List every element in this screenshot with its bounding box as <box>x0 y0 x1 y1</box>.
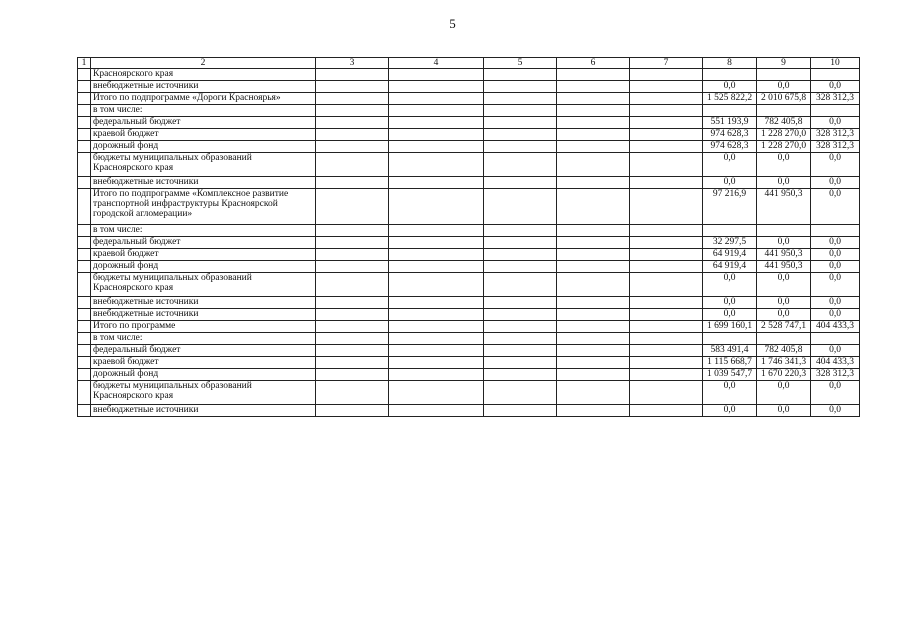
row-label: в том числе: <box>91 105 316 117</box>
col-header: 6 <box>557 58 630 69</box>
row-label: в том числе: <box>91 225 316 237</box>
cell-col8: 97 216,9 <box>703 189 757 225</box>
table-row <box>78 249 860 261</box>
col-header: 3 <box>316 58 389 69</box>
cell-col10: 328 312,3 <box>811 141 860 153</box>
col-header: 10 <box>811 58 860 69</box>
cell-col10: 0,0 <box>811 381 860 405</box>
cell-col9: 0,0 <box>757 177 811 189</box>
cell-col9: 441 950,3 <box>757 249 811 261</box>
row-label: дорожный фонд <box>91 141 316 153</box>
cell-col9: 441 950,3 <box>757 261 811 273</box>
cell-col10: 0,0 <box>811 177 860 189</box>
table-row <box>78 381 860 405</box>
cell-col10 <box>811 225 860 237</box>
col-header: 8 <box>703 58 757 69</box>
table-row <box>78 357 860 369</box>
budget-table <box>77 57 860 417</box>
row-label: Итого по подпрограмме «Комплексное развитие транспортной инфраструктуры Красноярской городской агломерации» <box>91 189 316 225</box>
table-row <box>78 93 860 105</box>
cell-col10: 0,0 <box>811 81 860 93</box>
cell-col8: 0,0 <box>703 81 757 93</box>
cell-col8 <box>703 225 757 237</box>
col-header: 4 <box>389 58 484 69</box>
cell-col9: 1 228 270,0 <box>757 129 811 141</box>
cell-col8: 1 525 822,2 <box>703 93 757 105</box>
cell-col9: 0,0 <box>757 381 811 405</box>
cell-col8: 1 039 547,7 <box>703 369 757 381</box>
cell-col9: 2 528 747,1 <box>757 321 811 333</box>
cell-col9 <box>757 333 811 345</box>
cell-col10: 0,0 <box>811 405 860 417</box>
row-label: внебюджетные источники <box>91 297 316 309</box>
col-header: 9 <box>757 58 811 69</box>
cell-col9: 441 950,3 <box>757 189 811 225</box>
row-label: внебюджетные источники <box>91 177 316 189</box>
col-header: 1 <box>78 58 91 69</box>
cell-col10: 0,0 <box>811 189 860 225</box>
cell-col10 <box>811 333 860 345</box>
column-header-row <box>78 58 860 69</box>
table-row <box>78 225 860 237</box>
cell-col9 <box>757 105 811 117</box>
cell-col8: 974 628,3 <box>703 141 757 153</box>
cell-col9: 0,0 <box>757 153 811 177</box>
table-row <box>78 345 860 357</box>
table-row <box>78 405 860 417</box>
cell-col8: 1 699 160,1 <box>703 321 757 333</box>
col-header: 5 <box>484 58 557 69</box>
table-row <box>78 369 860 381</box>
cell-col9 <box>757 69 811 81</box>
cell-col9: 1 228 270,0 <box>757 141 811 153</box>
cell-col10: 0,0 <box>811 117 860 129</box>
cell-col10: 0,0 <box>811 273 860 297</box>
cell-col9: 0,0 <box>757 405 811 417</box>
cell-col9: 1 670 220,3 <box>757 369 811 381</box>
cell-col9: 0,0 <box>757 273 811 297</box>
row-label: краевой бюджет <box>91 249 316 261</box>
cell-col10 <box>811 69 860 81</box>
cell-col8: 551 193,9 <box>703 117 757 129</box>
table-row <box>78 261 860 273</box>
cell-col8: 974 628,3 <box>703 129 757 141</box>
cell-col8: 0,0 <box>703 177 757 189</box>
table-row <box>78 321 860 333</box>
row-label: Итого по подпрограмме «Дороги Красноярья» <box>91 93 316 105</box>
cell-col10: 0,0 <box>811 297 860 309</box>
table-row <box>78 117 860 129</box>
cell-col8: 0,0 <box>703 381 757 405</box>
cell-col8 <box>703 105 757 117</box>
table-row <box>78 189 860 225</box>
cell-col10: 0,0 <box>811 153 860 177</box>
row-label: бюджеты муниципальных образований Красноярского края <box>91 153 316 177</box>
page-number: 5 <box>449 16 456 31</box>
row-label: внебюджетные источники <box>91 405 316 417</box>
row-label: федеральный бюджет <box>91 117 316 129</box>
table-row <box>78 141 860 153</box>
cell-col10 <box>811 105 860 117</box>
table-row <box>78 237 860 249</box>
table-row <box>78 105 860 117</box>
row-label: внебюджетные источники <box>91 81 316 93</box>
cell-col8 <box>703 333 757 345</box>
cell-col9: 782 405,8 <box>757 117 811 129</box>
row-label: дорожный фонд <box>91 369 316 381</box>
cell-col8: 64 919,4 <box>703 249 757 261</box>
table-row <box>78 273 860 297</box>
row-label: в том числе: <box>91 333 316 345</box>
row-label: бюджеты муниципальных образований Красноярского края <box>91 381 316 405</box>
row-label: внебюджетные источники <box>91 309 316 321</box>
cell-col10: 0,0 <box>811 309 860 321</box>
cell-col9: 0,0 <box>757 237 811 249</box>
cell-col8: 0,0 <box>703 297 757 309</box>
cell-col8: 0,0 <box>703 309 757 321</box>
row-label: федеральный бюджет <box>91 237 316 249</box>
table-row <box>78 297 860 309</box>
row-label: краевой бюджет <box>91 357 316 369</box>
col-header: 7 <box>630 58 703 69</box>
cell-col10: 404 433,3 <box>811 321 860 333</box>
cell-col9: 0,0 <box>757 309 811 321</box>
cell-col10: 328 312,3 <box>811 369 860 381</box>
cell-col9: 0,0 <box>757 81 811 93</box>
cell-col10: 0,0 <box>811 249 860 261</box>
table-row <box>78 153 860 177</box>
cell-col8: 64 919,4 <box>703 261 757 273</box>
table-row <box>78 333 860 345</box>
cell-col9: 0,0 <box>757 297 811 309</box>
cell-col10: 404 433,3 <box>811 357 860 369</box>
cell-col10: 0,0 <box>811 345 860 357</box>
cell-col8: 583 491,4 <box>703 345 757 357</box>
table-row <box>78 129 860 141</box>
cell-col8: 1 115 668,7 <box>703 357 757 369</box>
table-row <box>78 177 860 189</box>
row-label: бюджеты муниципальных образований Красноярского края <box>91 273 316 297</box>
cell-col10: 328 312,3 <box>811 129 860 141</box>
row-label: Красноярского края <box>91 69 316 81</box>
col-header: 2 <box>91 58 316 69</box>
cell-col10: 0,0 <box>811 261 860 273</box>
row-label: краевой бюджет <box>91 129 316 141</box>
cell-col9 <box>757 225 811 237</box>
table-row <box>78 81 860 93</box>
cell-col8: 32 297,5 <box>703 237 757 249</box>
table-row <box>78 69 860 81</box>
cell-col8: 0,0 <box>703 405 757 417</box>
cell-col9: 782 405,8 <box>757 345 811 357</box>
cell-col10: 0,0 <box>811 237 860 249</box>
row-label: дорожный фонд <box>91 261 316 273</box>
cell-col8: 0,0 <box>703 273 757 297</box>
cell-col8: 0,0 <box>703 153 757 177</box>
cell-col9: 2 010 675,8 <box>757 93 811 105</box>
cell-col9: 1 746 341,3 <box>757 357 811 369</box>
row-label: федеральный бюджет <box>91 345 316 357</box>
cell-col10: 328 312,3 <box>811 93 860 105</box>
row-label: Итого по программе <box>91 321 316 333</box>
cell-col8 <box>703 69 757 81</box>
table-row <box>78 309 860 321</box>
